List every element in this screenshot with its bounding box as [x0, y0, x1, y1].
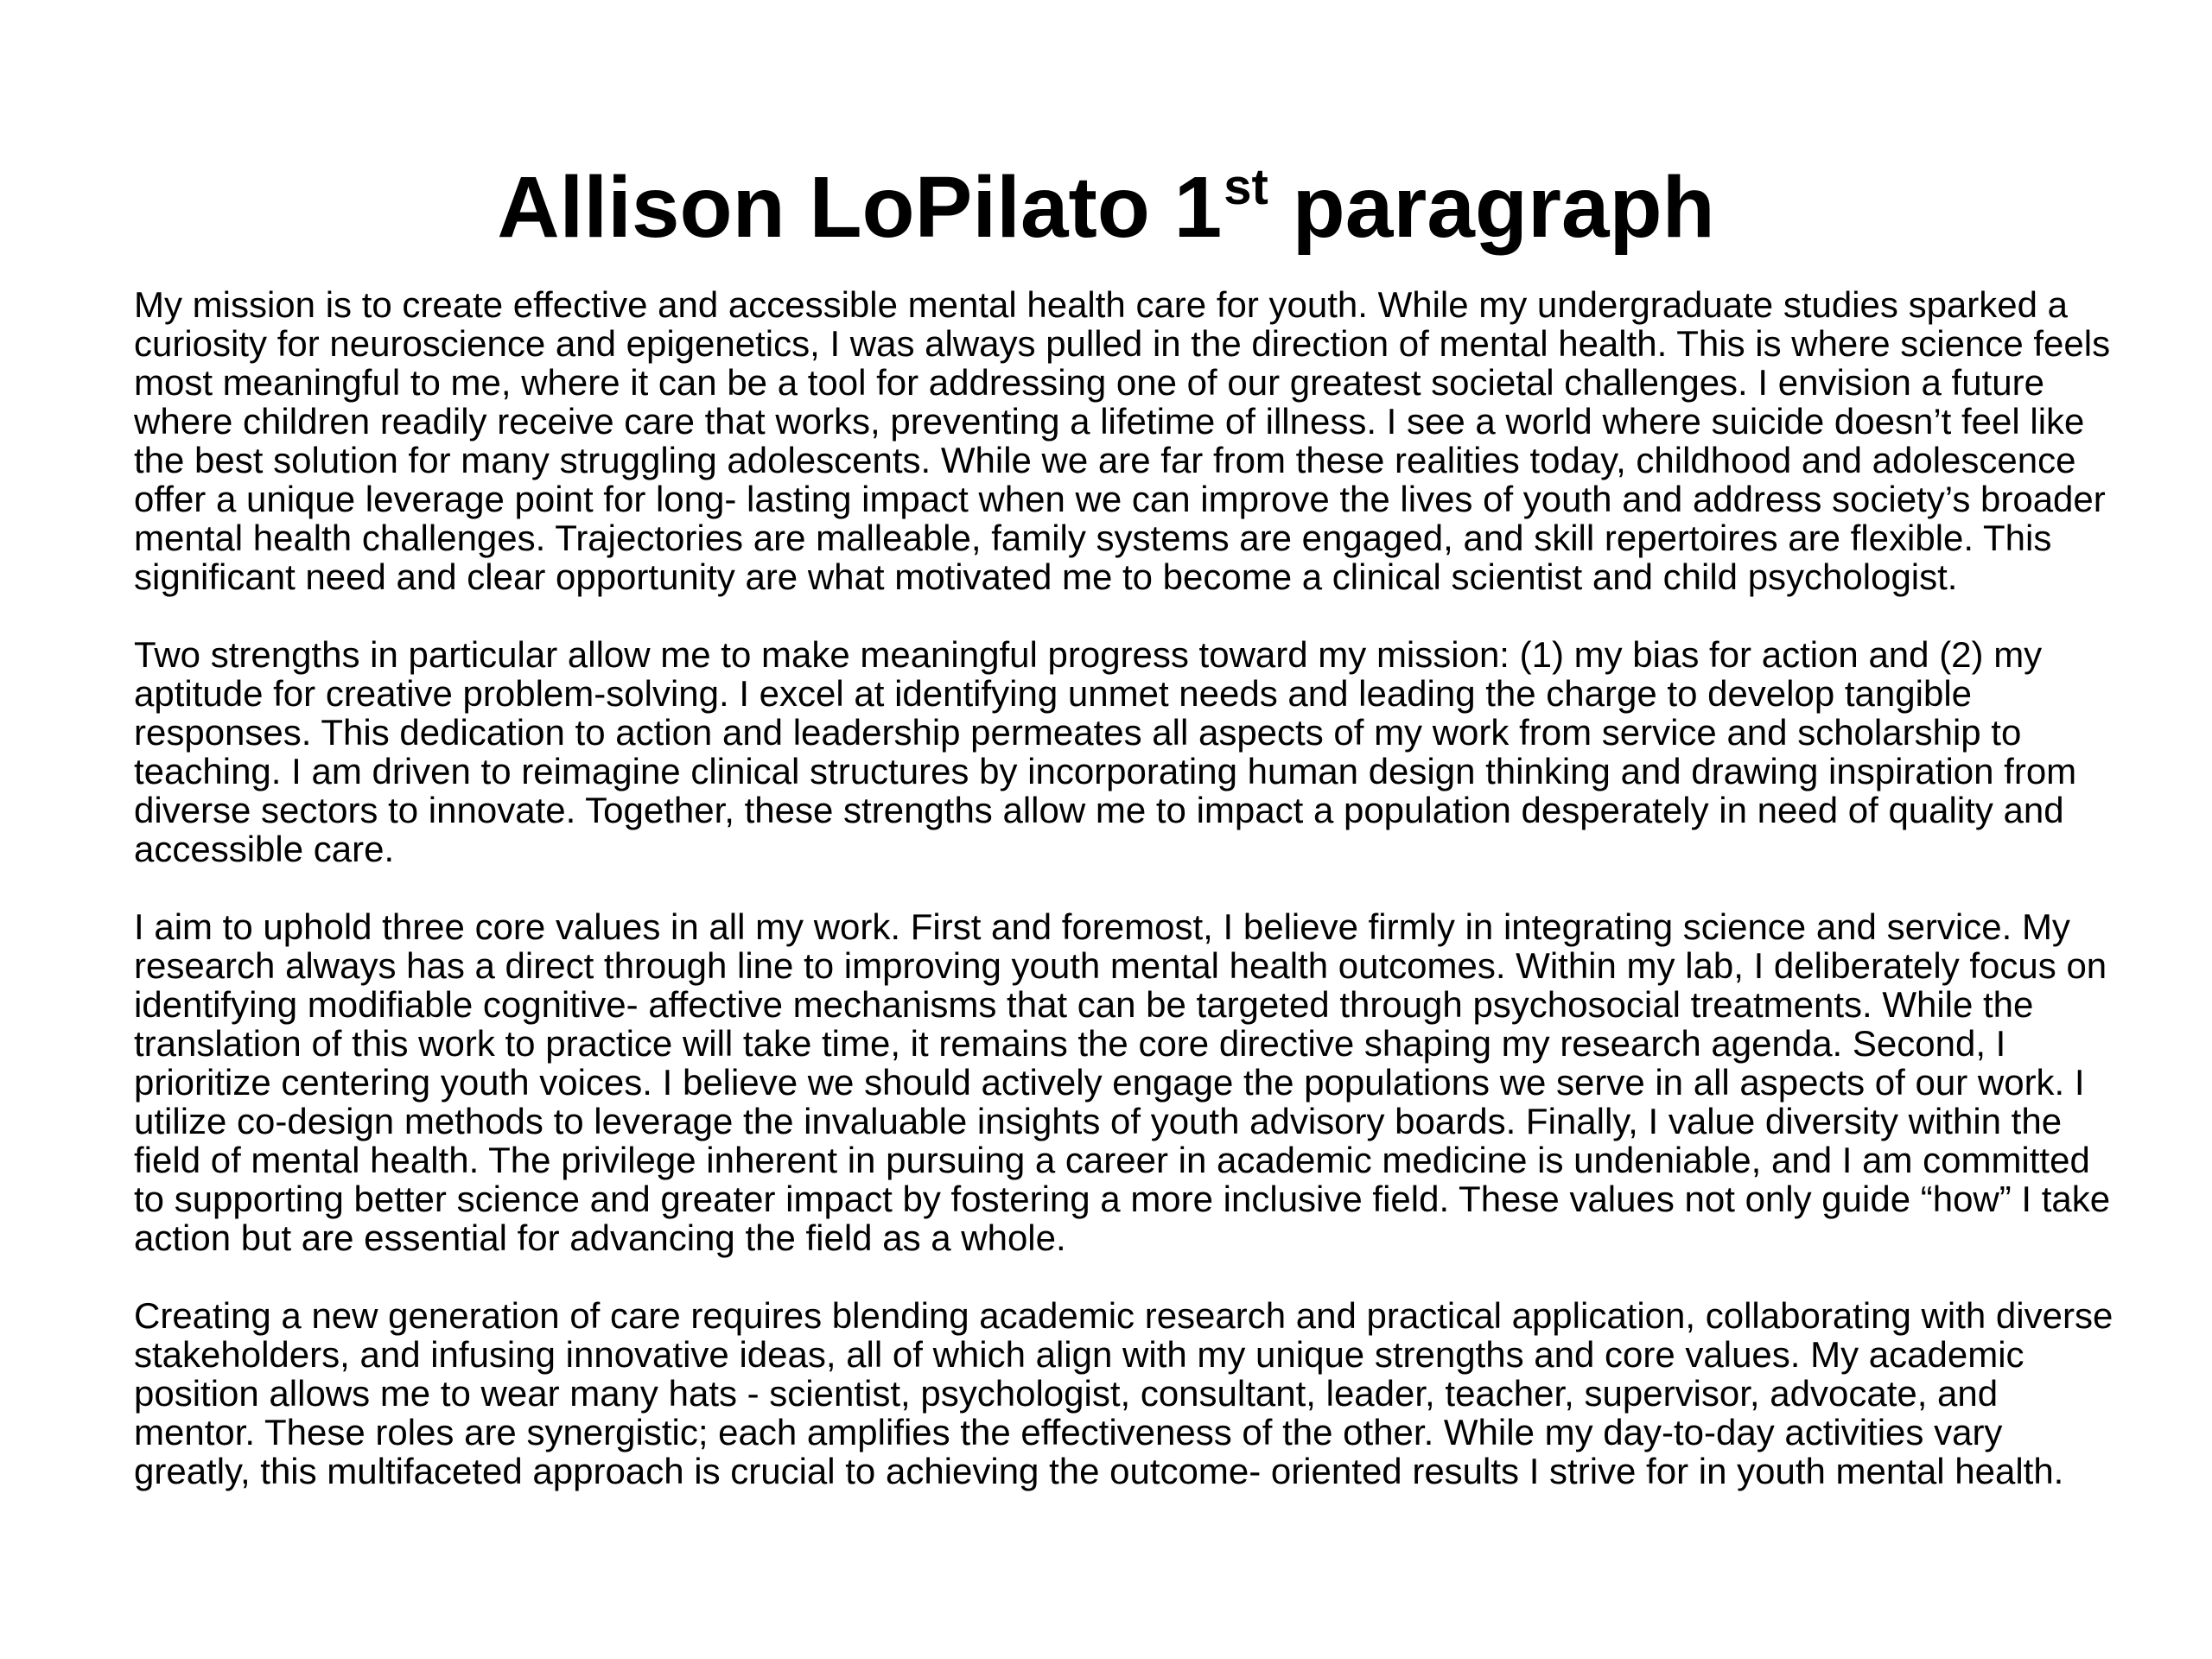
- paragraph-conclusion: Creating a new generation of care requires blending academic research and practical application, collaborating with diverse stakeholders, and infusing innovative ideas, all of which align with my unique strengths and core values. My academic position allows me to wear many hats - scientist, psychologist, consultant, leader, teacher, supervisor, advocate, and mentor. These roles are synergistic; each amplifies the effectiveness of the other. While my day-to-day activities vary greatly, this multifaceted approach is crucial to achieving the outcome- oriented results I strive for in youth mental health.: [134, 1295, 2113, 1491]
- paragraph-core-values: I aim to uphold three core values in all my work. First and foremost, I believe firmly in integrating science and service. My research always has a direct through line to improving youth mental health outcomes. Within my lab, I deliberately focus on identifying modifiable cognitive- affective mechanisms that can be targeted through psychosocial treatments. While the translation of this work to practice will take time, it remains the core directive shaping my research agenda. Second, I prioritize centering youth voices. I believe we should actively engage the populations we serve in all aspects of our work. I utilize co-design methods to leverage the invaluable insights of youth advisory boards. Finally, I value diversity within the field of mental health. The privilege inherent in pursuing a career in academic medicine is undeniable, and I am committed to supporting better science and greater impact by fostering a more inclusive field. These values not only guide “how” I take action but are essential for advancing the field as a whole.: [134, 906, 2111, 1258]
- paragraph-strengths: Two strengths in particular allow me to make meaningful progress toward my mission: (1) my bias for action and (2) my aptitude for creative problem-solving. I excel at identifying unmet needs and leading the charge to develop tangible responses. This dedication to action and leadership permeates all aspects of my work from service and scholarship to teaching. I am driven to reimagine clinical structures by incorporating human design thinking and drawing inspiration from diverse sectors to innovate. Together, these strengths allow me to impact a population desperately in need of quality and accessible care.: [134, 634, 2077, 869]
- title-text: Allison LoPilato 1: [497, 159, 1223, 256]
- title-superscript: st: [1224, 159, 1268, 215]
- page-title: [0, 160, 2212, 255]
- paragraph-mission: My mission is to create effective and accessible mental health care for youth. While my undergraduate studies sparked a curiosity for neuroscience and epigenetics, I was always pulled in the direction of mental health. This is where science feels most meaningful to me, where it can be a tool for addressing one of our greatest societal challenges. I envision a future where children readily receive care that works, preventing a lifetime of illness. I see a world where suicide doesn’t feel like the best solution for many struggling adolescents. While we are far from these realities today, childhood and adolescence offer a unique leverage point for long- lasting impact when we can improve the lives of youth and address society’s broader mental health challenges. Trajectories are malleable, family systems are engaged, and skill repertoires are flexible. This significant need and clear opportunity are what motivated me to become a clinical scientist and child psychologist.: [134, 284, 2111, 597]
- title-suffix: paragraph: [1268, 159, 1715, 256]
- document-body: [134, 285, 2121, 1491]
